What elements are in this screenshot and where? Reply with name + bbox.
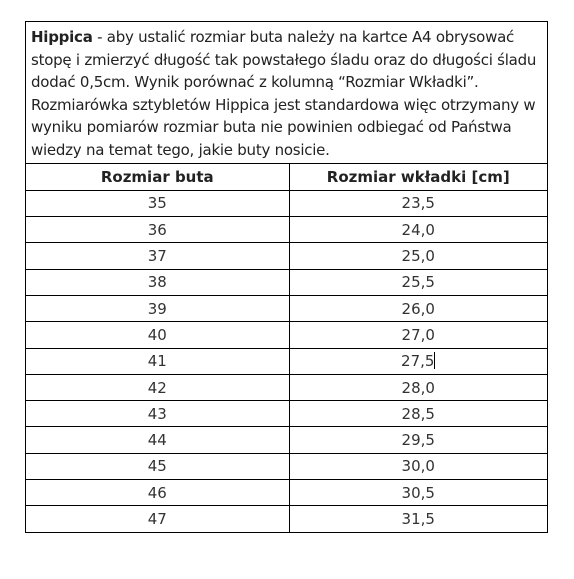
shoe-size-cell[interactable]: 46 <box>26 480 289 506</box>
shoe-size-cell[interactable]: 45 <box>26 453 289 479</box>
table-row <box>26 243 547 269</box>
size-table <box>26 164 547 532</box>
table-row <box>26 506 547 532</box>
insole-size-cell[interactable] <box>289 295 547 321</box>
table-row <box>26 374 547 400</box>
insole-size-cell[interactable] <box>289 480 547 506</box>
insole-size-cell[interactable] <box>289 374 547 400</box>
insole-size-value: 29,5 <box>401 431 435 450</box>
insole-size-value: 25,5 <box>401 273 435 292</box>
insole-size-value: 23,5 <box>401 194 435 213</box>
insole-size-cell[interactable] <box>289 243 547 269</box>
table-row <box>26 427 547 453</box>
table-row <box>26 295 547 321</box>
shoe-size-cell[interactable]: 43 <box>26 401 289 427</box>
table-header-row <box>26 164 547 190</box>
shoe-size-cell[interactable]: 44 <box>26 427 289 453</box>
insole-size-value: 24,0 <box>401 220 435 239</box>
shoe-size-cell[interactable]: 40 <box>26 322 289 348</box>
text-cursor <box>434 352 435 369</box>
insole-size-value: 30,0 <box>401 457 435 476</box>
insole-size-cell[interactable] <box>289 506 547 532</box>
insole-size-cell[interactable] <box>289 269 547 295</box>
table-row <box>26 269 547 295</box>
intro-text: - aby ustalić rozmiar buta należy na kartce A4 obrysować stopę i zmierzyć długość tak powstałego śladu oraz do długości śladu dodać 0,5cm. Wynik porównać z kolumną “Rozmiar Wkładki”. Rozmiarówka sztybletów Hippica jest standardowa więc otrzymany w wyniku pomiarów rozmiar buta nie powinien odbiegać od Państwa wiedzy na temat tego, jakie buty nosicie. <box>31 28 537 159</box>
shoe-size-cell[interactable]: 42 <box>26 374 289 400</box>
table-row <box>26 322 547 348</box>
insole-size-value: 26,0 <box>401 299 435 318</box>
insole-size-cell[interactable] <box>289 427 547 453</box>
intro-paragraph <box>26 22 547 164</box>
insole-size-value: 27,5 <box>401 352 435 371</box>
insole-size-cell[interactable] <box>289 322 547 348</box>
shoe-size-cell[interactable]: 47 <box>26 506 289 532</box>
shoe-size-cell[interactable]: 39 <box>26 295 289 321</box>
table-row <box>26 348 547 374</box>
insole-size-value: 30,5 <box>401 483 435 502</box>
table-row <box>26 401 547 427</box>
size-chart-document <box>25 21 548 533</box>
insole-size-value: 28,0 <box>401 378 435 397</box>
shoe-size-cell[interactable]: 37 <box>26 243 289 269</box>
insole-size-cell[interactable] <box>289 190 547 216</box>
table-row <box>26 217 547 243</box>
insole-size-value: 31,5 <box>401 510 435 529</box>
shoe-size-cell[interactable]: 36 <box>26 217 289 243</box>
insole-size-cell[interactable] <box>289 453 547 479</box>
insole-size-value: 27,0 <box>401 325 435 344</box>
table-row <box>26 453 547 479</box>
insole-size-value: 25,0 <box>401 247 435 266</box>
header-shoe-size: Rozmiar buta <box>26 164 289 190</box>
header-insole-size: Rozmiar wkładki [cm] <box>289 164 547 190</box>
insole-size-cell[interactable] <box>289 348 547 374</box>
shoe-size-cell[interactable]: 41 <box>26 348 289 374</box>
insole-size-cell[interactable] <box>289 401 547 427</box>
table-row <box>26 480 547 506</box>
brand-name: Hippica <box>31 28 93 46</box>
size-table-body <box>26 190 547 532</box>
shoe-size-cell[interactable]: 38 <box>26 269 289 295</box>
table-row <box>26 190 547 216</box>
shoe-size-cell[interactable]: 35 <box>26 190 289 216</box>
insole-size-cell[interactable] <box>289 217 547 243</box>
insole-size-value: 28,5 <box>401 404 435 423</box>
